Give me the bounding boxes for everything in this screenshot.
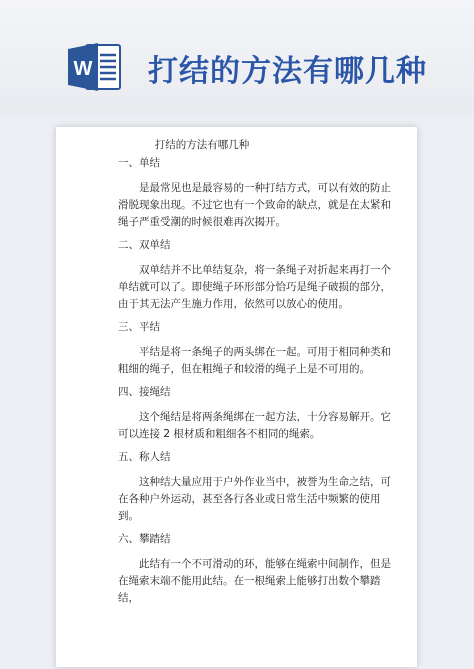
document-title: 打结的方法有哪几种 bbox=[154, 139, 250, 151]
section-paragraph: 这个绳结是将两条绳绑在一起方法，十分容易解开。它可以连接 2 根材质和粗细各不相同的绳索。 bbox=[118, 411, 391, 440]
section-heading: 五、称人结 bbox=[118, 451, 171, 463]
word-logo-letter: W bbox=[73, 58, 93, 80]
section-heading: 三、平结 bbox=[118, 321, 160, 333]
section-paragraph: 是最常见也是最容易的一种打结方式，可以有效的防止滑脱现象出现。不过它也有一个致命的缺点，就是在太紧和绳子严重受潮的时候很难再次揭开。 bbox=[118, 182, 391, 228]
document-page bbox=[56, 127, 417, 667]
section-heading: 二、双单结 bbox=[118, 239, 171, 251]
word-icon bbox=[66, 41, 124, 93]
document-body bbox=[118, 155, 394, 613]
header-title: 打结的方法有哪几种 bbox=[148, 54, 427, 89]
section-paragraph: 平结是将一条绳子的两头绑在一起。可用于相同种类和粗细的绳子，但在粗绳子和较滑的绳子上是不可用的。 bbox=[118, 346, 391, 375]
section-paragraph: 双单结并不比单结复杂，将一条绳子对折起来再打一个单结就可以了。即使绳子环形部分恰巧是绳子破损的部分，由于其无法产生施力作用，依然可以放心的使用。 bbox=[118, 264, 391, 310]
section-heading: 六、攀踏结 bbox=[118, 533, 171, 545]
section-paragraph: 这种结大量应用于户外作业当中，被誉为生命之结，可在各种户外运动，甚至各行各业或日常生活中频繁的使用到。 bbox=[118, 476, 391, 522]
section-heading: 一、单结 bbox=[118, 157, 160, 169]
section-heading: 四、接绳结 bbox=[118, 386, 171, 398]
section-paragraph: 此结有一个不可滑动的环，能够在绳索中间制作，但是在绳索末端不能用此结。在一根绳索上能够打出数个攀踏结， bbox=[118, 558, 391, 604]
